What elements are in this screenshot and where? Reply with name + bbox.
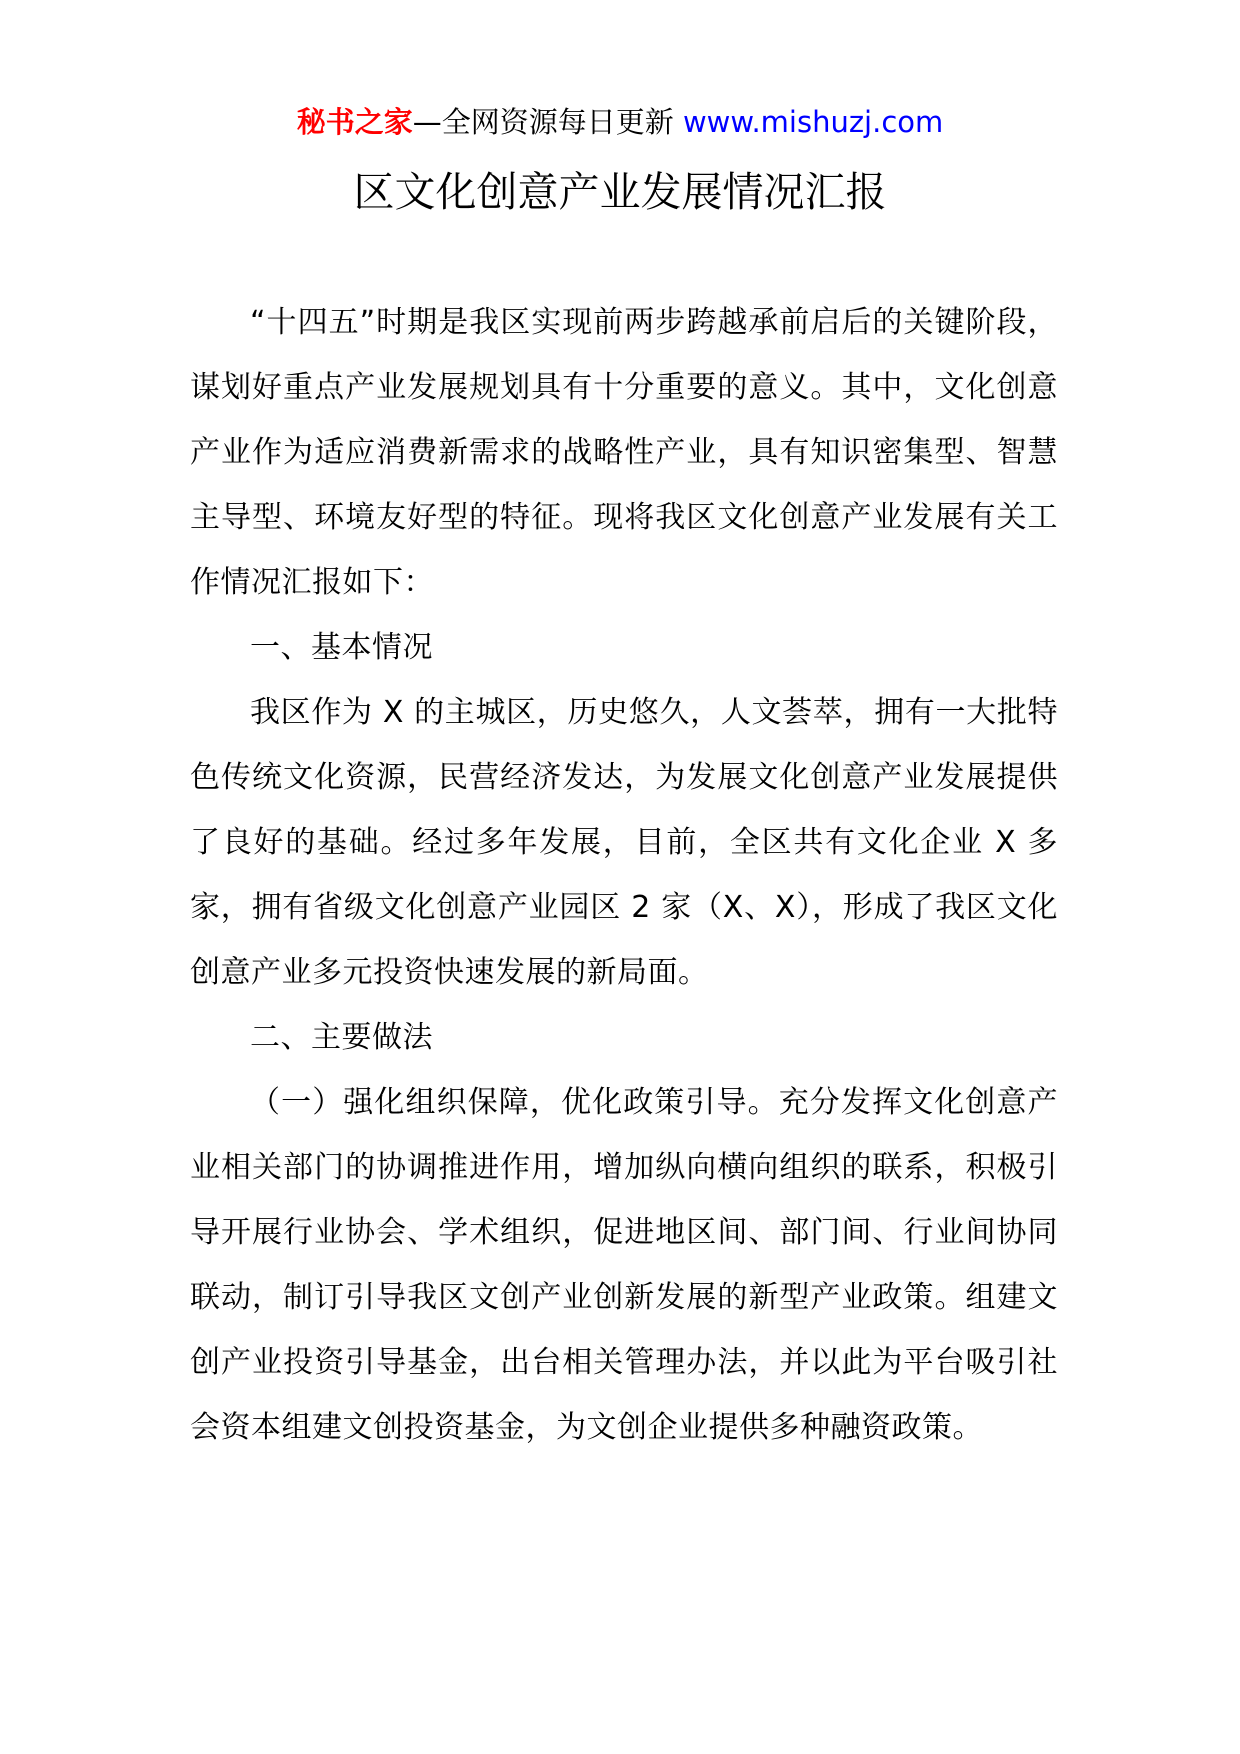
document-body [190,290,1058,1460]
header-tagline: —全网资源每日更新 [412,105,674,139]
site-link[interactable]: www.mishuzj.com [682,105,944,139]
site-header [0,100,1240,144]
section-heading-basic-situation: 一、基本情况 [250,630,433,665]
section-heading-main-practices: 二、主要做法 [250,1020,433,1055]
brand-name: 秘书之家 [296,105,413,139]
basic-situation-paragraph: 我区作为 X 的主城区，历史悠久，人文荟萃，拥有一大批特色传统文化资源，民营经济发达，为发展文化创意产业发展提供了良好的基础。经过多年发展，目前，全区共有文化企业 X 多家，拥有省级文化创意产业园区 2 家（X、X），形成了我区文化创意产业多元投资快速发展的新局面。 [190,695,1058,990]
intro-paragraph: “十四五”时期是我区实现前两步跨越承前启后的关键阶段，谋划好重点产业发展规划具有十分重要的意义。其中，文化创意产业作为适应消费新需求的战略性产业，具有知识密集型、智慧主导型、环境友好型的特征。现将我区文化创意产业发展有关工作情况汇报如下： [190,305,1058,600]
main-practices-paragraph-1: （一）强化组织保障，优化政策引导。充分发挥文化创意产业相关部门的协调推进作用，增加纵向横向组织的联系，积极引导开展行业协会、学术组织，促进地区间、部门间、行业间协同联动，制订引导我区文创产业创新发展的新型产业政策。组建文创产业投资引导基金，出台相关管理办法，并以此为平台吸引社会资本组建文创投资基金，为文创企业提供多种融资政策。 [190,1085,1058,1445]
document-title: 区文化创意产业发展情况汇报 [353,168,887,216]
